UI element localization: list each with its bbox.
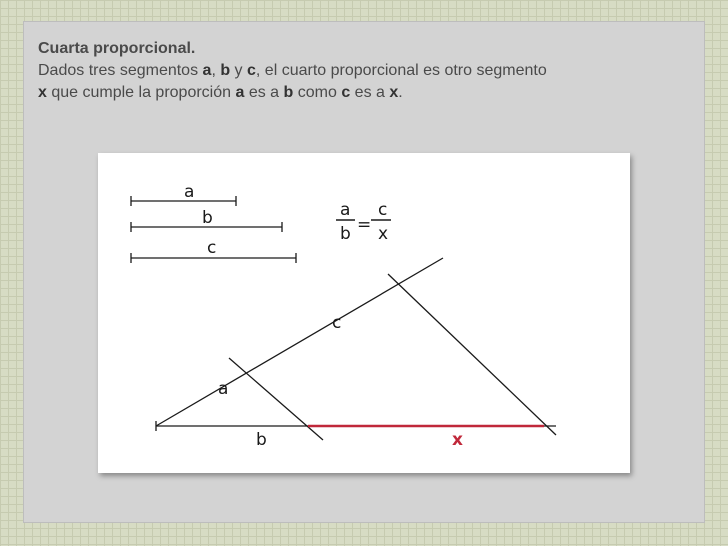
- slide-title: Cuarta proporcional.: [38, 40, 196, 57]
- term-c: c: [341, 84, 351, 101]
- proportion-formula: [336, 200, 391, 244]
- term-x: x: [38, 84, 47, 101]
- parallel-line-cx: [388, 274, 556, 435]
- text-run: es a: [350, 84, 390, 101]
- formula-equals: =: [357, 215, 372, 235]
- text-run: es a: [244, 84, 284, 101]
- parallel-line-ab: [229, 358, 323, 440]
- construction-label-c: c: [332, 313, 342, 333]
- description-line-1: [38, 60, 688, 82]
- slide: [24, 22, 704, 522]
- text-run: y: [230, 62, 247, 79]
- text-run: ,: [211, 62, 221, 79]
- formula-denominator-x: x: [378, 224, 389, 244]
- text-run: , el cuarto proporcional es otro segmento: [255, 62, 547, 79]
- term-a: a: [235, 84, 245, 101]
- construction-label-x: x: [452, 430, 463, 450]
- segment-a-label: a: [184, 182, 195, 202]
- formula-denominator-b: b: [340, 224, 351, 244]
- term-b: b: [220, 62, 231, 79]
- formula-numerator-c: c: [378, 200, 388, 220]
- text-run: .: [398, 84, 403, 101]
- term-x: x: [389, 84, 399, 101]
- construction-diagram: [98, 153, 630, 473]
- formula-numerator-a: a: [340, 200, 351, 220]
- text-run: Dados tres segmentos: [38, 62, 203, 79]
- oblique-ray: [156, 258, 443, 426]
- segment-b-label: b: [202, 208, 213, 228]
- term-c: c: [247, 62, 256, 79]
- segment-c-label: c: [207, 238, 217, 258]
- construction-label-a: a: [218, 379, 229, 399]
- term-b: b: [283, 84, 294, 101]
- construction-label-b: b: [256, 430, 267, 450]
- description-text: [38, 38, 688, 104]
- description-line-2: [38, 82, 688, 104]
- text-run: como: [293, 84, 342, 101]
- diagram-panel: [98, 153, 630, 473]
- term-a: a: [202, 62, 212, 79]
- text-run: que cumple la proporción: [46, 84, 236, 101]
